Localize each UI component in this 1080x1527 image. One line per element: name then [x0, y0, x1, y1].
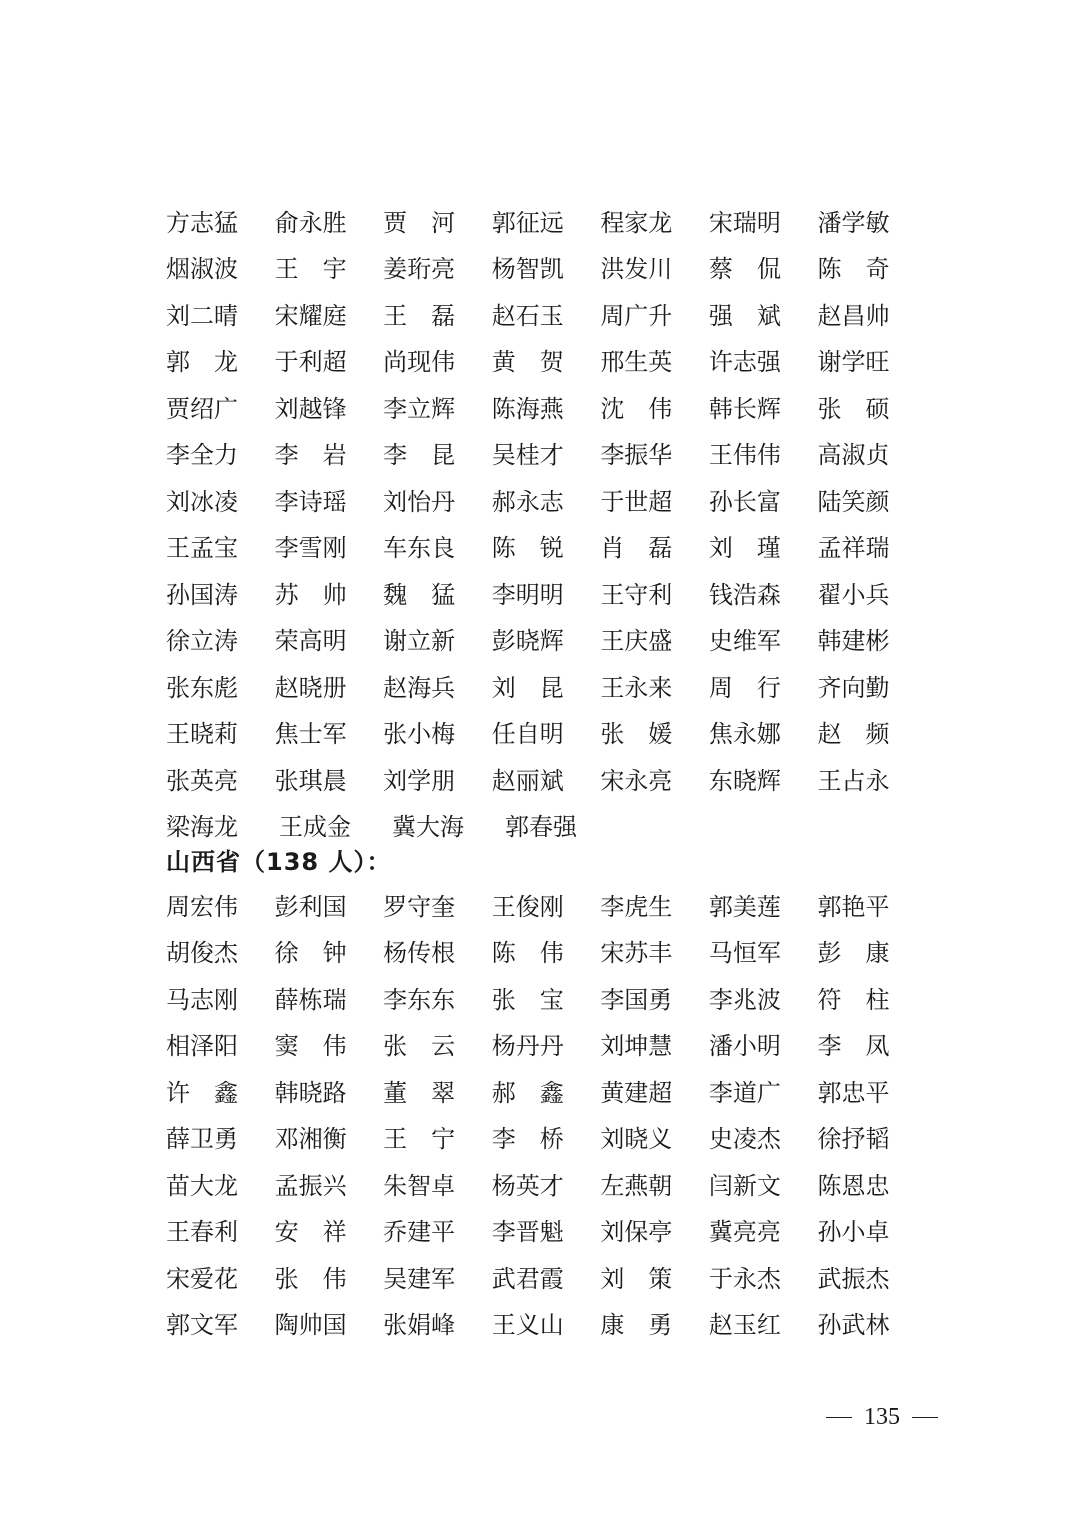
person-name: 张英亮	[166, 766, 238, 795]
person-name: 郝永志	[491, 487, 564, 516]
person-name: 冀大海	[392, 813, 464, 842]
name-row	[166, 616, 926, 663]
person-name: 烟淑波	[166, 255, 238, 284]
person-name: 程家龙	[600, 208, 673, 237]
person-name: 苏帅	[274, 580, 371, 609]
person-name: 徐钟	[274, 939, 371, 968]
person-name: 潘学敏	[817, 208, 890, 237]
person-name: 钱浩森	[708, 580, 781, 609]
person-name: 许鑫	[166, 1078, 262, 1107]
person-name: 任自明	[491, 720, 564, 749]
person-name: 韩建彬	[817, 627, 890, 656]
name-row	[166, 569, 926, 616]
person-name: 周广升	[600, 301, 673, 330]
person-name: 孙长富	[708, 487, 781, 516]
name-row	[166, 244, 926, 291]
name-list-shanxi	[166, 881, 926, 1346]
person-name: 杨传根	[383, 939, 456, 968]
person-name: 王宇	[274, 255, 371, 284]
person-name: 张小梅	[383, 720, 456, 749]
person-name: 吴建军	[383, 1264, 456, 1293]
name-row	[166, 1067, 926, 1114]
person-name: 郭艳平	[817, 892, 890, 921]
person-name: 焦永娜	[708, 720, 781, 749]
person-name: 郝鑫	[491, 1078, 588, 1107]
person-name: 韩晓路	[274, 1078, 347, 1107]
person-name: 沈伟	[600, 394, 697, 423]
person-name: 相泽阳	[166, 1032, 238, 1061]
person-name: 焦士军	[274, 720, 347, 749]
person-name: 刘二晴	[166, 301, 238, 330]
person-name: 于利超	[274, 348, 347, 377]
person-name: 刘学朋	[383, 766, 456, 795]
person-name: 李国勇	[600, 985, 673, 1014]
person-name: 孙小卓	[817, 1218, 890, 1247]
person-name: 杨丹丹	[491, 1032, 564, 1061]
person-name: 尚现伟	[383, 348, 456, 377]
person-name: 李诗瑶	[274, 487, 347, 516]
person-name: 翟小兵	[817, 580, 890, 609]
person-name: 李昆	[383, 441, 480, 470]
person-name: 马志刚	[166, 985, 238, 1014]
person-name: 王宁	[383, 1125, 480, 1154]
person-name: 王俊刚	[491, 892, 564, 921]
person-name: 李东东	[383, 985, 456, 1014]
person-name: 李立辉	[383, 394, 456, 423]
person-name: 武振杰	[817, 1264, 890, 1293]
person-name: 赵昌帅	[817, 301, 890, 330]
person-name: 陈伟	[491, 939, 588, 968]
name-row	[166, 755, 926, 802]
person-name: 王伟伟	[708, 441, 781, 470]
person-name: 东晓辉	[708, 766, 781, 795]
person-name: 郭春强	[505, 813, 577, 842]
person-name: 刘冰凌	[166, 487, 238, 516]
person-name: 孟振兴	[274, 1171, 347, 1200]
person-name: 刘晓义	[600, 1125, 673, 1154]
person-name: 陈恩忠	[817, 1171, 890, 1200]
person-name: 姜珩亮	[383, 255, 456, 284]
person-name: 王庆盛	[600, 627, 673, 656]
person-name: 王晓莉	[166, 720, 238, 749]
person-name: 黄贺	[491, 348, 588, 377]
person-name: 邓湘衡	[274, 1125, 347, 1154]
person-name: 齐向勤	[817, 673, 890, 702]
person-name: 赵晓册	[274, 673, 347, 702]
person-name: 张伟	[274, 1264, 371, 1293]
person-name: 张云	[383, 1032, 480, 1061]
person-name: 刘保亭	[600, 1218, 673, 1247]
person-name: 薛栋瑞	[274, 985, 347, 1014]
person-name: 赵玉红	[708, 1311, 781, 1340]
person-name: 彭利国	[274, 892, 347, 921]
person-name: 陈锐	[491, 534, 588, 563]
person-name: 刘瑾	[708, 534, 805, 563]
person-name: 刘怡丹	[383, 487, 456, 516]
person-name: 邢生英	[600, 348, 673, 377]
name-row	[166, 523, 926, 570]
person-name: 谢学旺	[817, 348, 890, 377]
person-name: 康勇	[600, 1311, 697, 1340]
person-name: 彭康	[817, 939, 914, 968]
person-name: 董翠	[383, 1078, 480, 1107]
person-name: 王磊	[383, 301, 480, 330]
person-name: 乔建平	[383, 1218, 456, 1247]
person-name: 刘越锋	[274, 394, 347, 423]
page-number-footer	[826, 1404, 938, 1431]
person-name: 于永杰	[708, 1264, 781, 1293]
person-name: 史维军	[708, 627, 781, 656]
person-name: 李晋魁	[491, 1218, 564, 1247]
person-name: 李全力	[166, 441, 238, 470]
person-name: 李兆波	[708, 985, 781, 1014]
name-row	[166, 1160, 926, 1207]
person-name: 孙武林	[817, 1311, 890, 1340]
person-name: 强斌	[708, 301, 805, 330]
person-name: 张媛	[600, 720, 697, 749]
person-name: 徐立涛	[166, 627, 238, 656]
person-name: 王守利	[600, 580, 673, 609]
page-number: 135	[864, 1404, 900, 1430]
person-name: 王孟宝	[166, 534, 238, 563]
person-name: 于世超	[600, 487, 673, 516]
name-row	[166, 881, 926, 928]
name-row	[166, 476, 926, 523]
name-row	[166, 1114, 926, 1161]
person-name: 俞永胜	[274, 208, 347, 237]
person-name: 郭美莲	[708, 892, 781, 921]
person-name: 苗大龙	[166, 1171, 238, 1200]
person-name: 李道广	[708, 1078, 781, 1107]
name-row	[166, 337, 926, 384]
person-name: 郭龙	[166, 348, 262, 377]
person-name: 郭征远	[491, 208, 564, 237]
person-name: 罗守奎	[383, 892, 456, 921]
person-name: 谢立新	[383, 627, 456, 656]
person-name: 车东良	[383, 534, 456, 563]
person-name: 洪发川	[600, 255, 673, 284]
person-name: 宋瑞明	[708, 208, 781, 237]
name-row	[166, 928, 926, 975]
person-name: 宋苏丰	[600, 939, 673, 968]
person-name: 李凤	[817, 1032, 914, 1061]
person-name: 胡俊杰	[166, 939, 238, 968]
person-name: 刘昆	[491, 673, 588, 702]
person-name: 宋爱花	[166, 1264, 238, 1293]
person-name: 贾河	[383, 208, 480, 237]
person-name: 黄建超	[600, 1078, 673, 1107]
name-row	[166, 1300, 926, 1347]
person-name: 李桥	[491, 1125, 588, 1154]
person-name: 王春利	[166, 1218, 238, 1247]
name-row	[166, 430, 926, 477]
person-name: 窦伟	[274, 1032, 371, 1061]
person-name: 王义山	[491, 1311, 564, 1340]
dash-left	[826, 1417, 852, 1419]
name-row	[166, 1021, 926, 1068]
person-name: 武君霞	[491, 1264, 564, 1293]
person-name: 张娟峰	[383, 1311, 456, 1340]
name-list-continued	[166, 197, 926, 848]
person-name: 马恒军	[708, 939, 781, 968]
person-name: 韩长辉	[708, 394, 781, 423]
dash-right	[912, 1417, 938, 1419]
person-name: 王永来	[600, 673, 673, 702]
person-name: 杨智凯	[491, 255, 564, 284]
person-name: 赵海兵	[383, 673, 456, 702]
person-name: 周行	[708, 673, 805, 702]
name-row	[166, 290, 926, 337]
person-name: 陆笑颜	[817, 487, 890, 516]
person-name: 李振华	[600, 441, 673, 470]
person-name: 方志猛	[166, 208, 238, 237]
person-name: 郭文军	[166, 1311, 238, 1340]
person-name: 孟祥瑞	[817, 534, 890, 563]
person-name: 李岩	[274, 441, 371, 470]
name-row	[166, 1253, 926, 1300]
name-row	[166, 197, 926, 244]
person-name: 吴桂才	[491, 441, 564, 470]
person-name: 郭忠平	[817, 1078, 890, 1107]
person-name: 张硕	[817, 394, 914, 423]
person-name: 陶帅国	[274, 1311, 347, 1340]
person-name: 荣高明	[274, 627, 347, 656]
person-name: 彭晓辉	[491, 627, 564, 656]
person-name: 王占永	[817, 766, 890, 795]
person-name: 薛卫勇	[166, 1125, 238, 1154]
person-name: 朱智卓	[383, 1171, 456, 1200]
name-row	[166, 383, 926, 430]
person-name: 赵频	[817, 720, 914, 749]
person-name: 蔡侃	[708, 255, 805, 284]
person-name: 闫新文	[708, 1171, 781, 1200]
person-name: 安祥	[274, 1218, 371, 1247]
person-name: 张宝	[491, 985, 588, 1014]
person-name: 李雪刚	[274, 534, 347, 563]
name-row	[166, 1207, 926, 1254]
person-name: 魏猛	[383, 580, 480, 609]
name-row	[166, 662, 926, 709]
person-name: 宋永亮	[600, 766, 673, 795]
person-name: 李明明	[491, 580, 564, 609]
person-name: 符柱	[817, 985, 914, 1014]
person-name: 高淑贞	[817, 441, 890, 470]
person-name: 陈海燕	[491, 394, 564, 423]
person-name: 杨英才	[491, 1171, 564, 1200]
person-name: 赵石玉	[491, 301, 564, 330]
person-name: 宋耀庭	[274, 301, 347, 330]
person-name: 许志强	[708, 348, 781, 377]
person-name: 徐抒韬	[817, 1125, 890, 1154]
person-name: 肖磊	[600, 534, 697, 563]
person-name: 王成金	[279, 813, 351, 842]
person-name: 陈奇	[817, 255, 914, 284]
person-name: 冀亮亮	[708, 1218, 781, 1247]
person-name: 史凌杰	[708, 1125, 781, 1154]
person-name: 赵丽斌	[491, 766, 564, 795]
person-name: 刘坤慧	[600, 1032, 673, 1061]
name-row	[166, 709, 926, 756]
person-name: 张东彪	[166, 673, 238, 702]
person-name: 左燕朝	[600, 1171, 673, 1200]
person-name: 梁海龙	[166, 813, 238, 842]
person-name: 刘策	[600, 1264, 697, 1293]
person-name: 周宏伟	[166, 892, 238, 921]
name-row	[166, 974, 926, 1021]
person-name: 潘小明	[708, 1032, 781, 1061]
section-heading-shanxi: 山西省（138 人）：	[166, 848, 392, 876]
person-name: 孙国涛	[166, 580, 238, 609]
person-name: 李虎生	[600, 892, 673, 921]
person-name: 张琪晨	[274, 766, 347, 795]
person-name: 贾绍广	[166, 394, 238, 423]
